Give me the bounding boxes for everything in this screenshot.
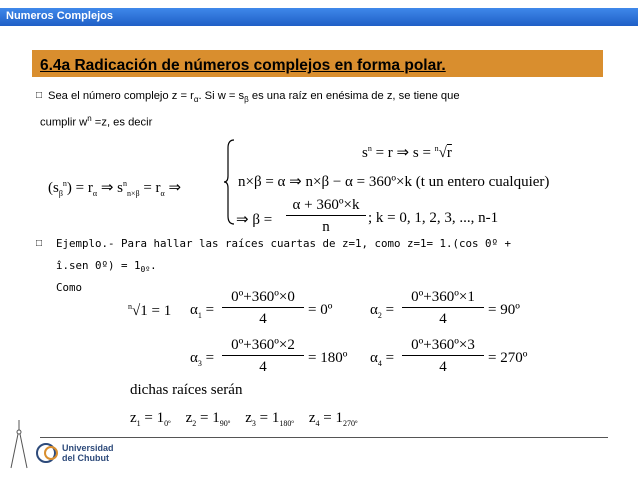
compass-icon	[8, 418, 30, 472]
example-line-1: Ejemplo.- Para hallar las raíces cuartas de z=1, como z=1= 1.(cos 0º +	[56, 237, 512, 250]
top-bar	[0, 0, 638, 28]
alpha-3-result: = 180º	[308, 350, 348, 366]
equation-row-3-suffix: ; k = 0, 1, 2, 3, ..., n-1	[368, 210, 499, 226]
alpha-4-result: = 270º	[488, 350, 528, 366]
conclusion-text: dichas raíces serán	[130, 382, 243, 398]
roots-list: $z_1 = 1_{0º}$ $z_2 = 1_{90º}$ $z_3 = 1_{180º}$ $z_4 = 1_{270º}$	[130, 410, 358, 428]
example-line-3: Como	[56, 281, 83, 294]
alpha-3-label: $\alpha_3$ =	[190, 350, 215, 368]
alpha-4-label: $\alpha_4$ =	[370, 350, 395, 368]
bullet-icon: □	[36, 90, 43, 101]
equation-left: $(s_\beta^n) = r_\alpha$ ⇒ $s^n_{n\times\beta} = r_\alpha$ ⇒	[48, 179, 182, 198]
alpha-4-fraction: 0º+360º×3 4	[402, 336, 484, 376]
equation-row-1: $s^n = r$ ⇒ s = $^n$√r	[362, 144, 452, 161]
alpha-2-fraction: 0º+360º×1 4	[402, 288, 484, 328]
section-heading: 6.4a Radicación de números complejos en forma polar.	[40, 57, 446, 74]
document-title: Numeros Complejos	[6, 10, 113, 22]
alpha-2-label: $\alpha_2$ =	[370, 302, 395, 320]
bullet-icon: □	[36, 238, 43, 249]
equation-row-3-prefix: ⇒ β =	[236, 212, 273, 228]
alpha-2-result: = 90º	[488, 302, 520, 318]
alpha-1-result: = 0º	[308, 302, 333, 318]
example-line-2: î.sen 0º) = $1_{0º}$.	[56, 259, 157, 275]
root-expression: $^n$√1 = 1	[128, 302, 172, 319]
alpha-1-fraction: 0º+360º×0 4	[222, 288, 304, 328]
alpha-1-label: $\alpha_1$ =	[190, 302, 215, 320]
alpha-3-fraction: 0º+360º×2 4	[222, 336, 304, 376]
university-logo-icon	[36, 442, 60, 464]
university-logo-text: Universidad del Chubut	[62, 443, 114, 463]
sqrt-sign: √	[438, 145, 447, 161]
footer-divider	[40, 437, 608, 438]
intro-line-2: cumplir $w^n =z$, es decir	[40, 114, 153, 129]
intro-line-1: Sea el número complejo $z = r_\alpha$. Si $w = s_\beta$ es una raíz en enésima de z, se tiene que	[48, 90, 460, 105]
equation-row-3-fraction: α + 360º×k n	[286, 196, 366, 236]
equation-row-2: n×β = α ⇒ n×β − α = 360º×k (t un entero cualquier)	[238, 174, 550, 190]
